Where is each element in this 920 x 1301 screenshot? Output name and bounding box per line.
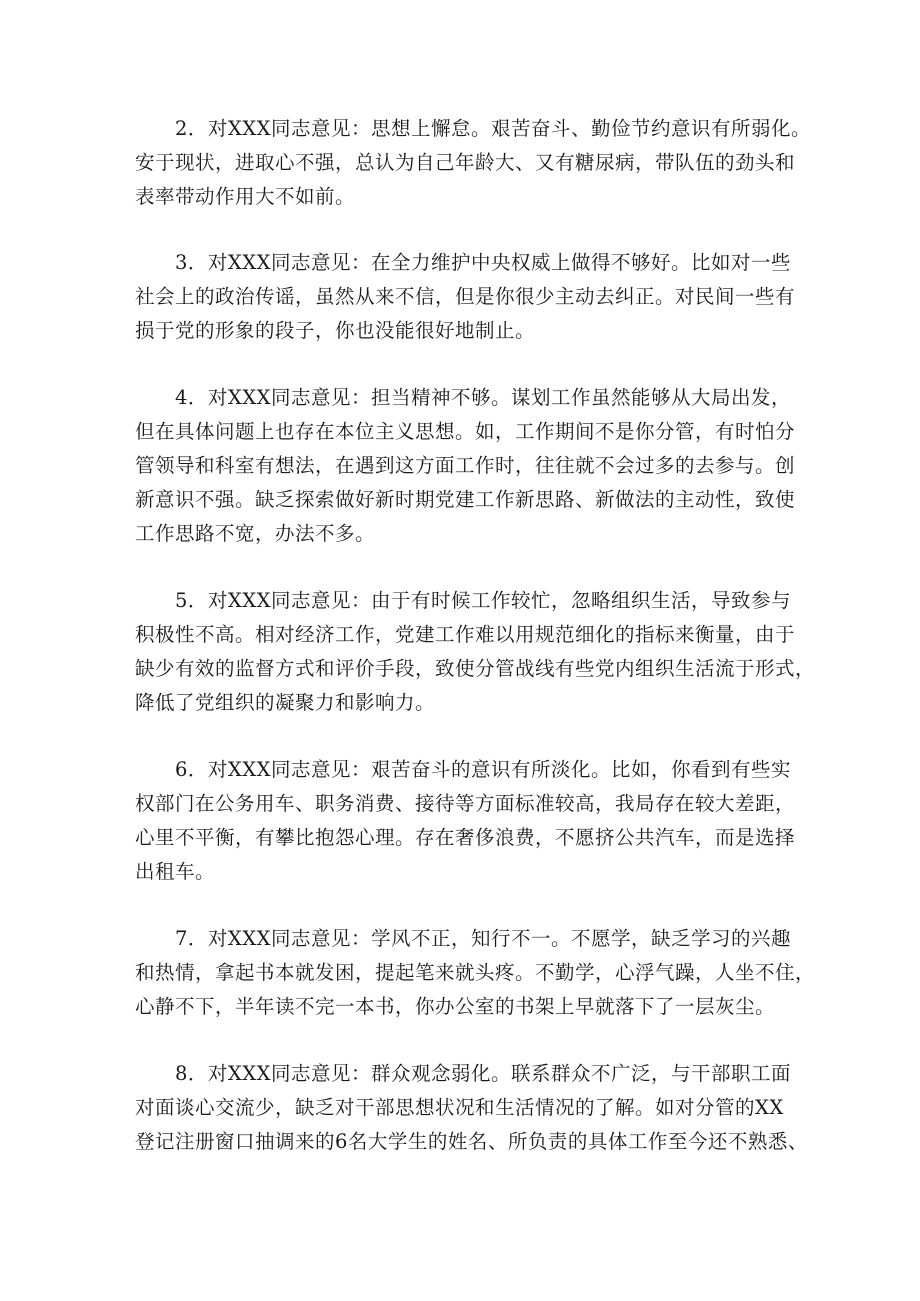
paragraph-line: 降低了党组织的凝聚力和影响力。	[135, 691, 436, 714]
paragraph-line: 登记注册窗口抽调来的6名大学生的姓名、所负责的具体工作至今还不熟悉、	[135, 1130, 808, 1153]
opinion-paragraph-3	[135, 246, 795, 348]
opinion-paragraph-5	[135, 584, 816, 720]
paragraph-line: 2．对XXX同志意见：思想上懈怠。艰苦奋斗、勤俭节约意识有所弱化。	[175, 117, 812, 140]
opinion-paragraph-7	[135, 922, 816, 1024]
paragraph-line: 4．对XXX同志意见：担当精神不够。谋划工作虽然能够从大局出发，	[175, 386, 792, 409]
paragraph-line: 安于现状，进取心不强，总认为自己年龄大、又有糖尿病，带队伍的劲头和	[135, 151, 796, 174]
paragraph-line: 心里不平衡，有攀比抱怨心理。存在奢侈浪费，不愿挤公共汽车，而是选择	[135, 826, 796, 849]
paragraph-line: 和热情，拿起书本就发困，提起笔来就头疼。不勤学，心浮气躁，人坐不住，	[135, 961, 816, 984]
paragraph-line: 心静不下，半年读不完一本书，你办公室的书架上早就落下了一层灰尘。	[135, 995, 776, 1018]
paragraph-line: 积极性不高。相对经济工作，党建工作难以用规范细化的指标来衡量，由于	[135, 623, 796, 646]
paragraph-line: 对面谈心交流少，缺乏对干部思想状况和生活情况的了解。如对分管的XX	[135, 1096, 784, 1119]
paragraph-line: 8．对XXX同志意见：群众观念弱化。联系群众不广泛，与干部职工面	[175, 1062, 792, 1085]
opinion-paragraph-2	[135, 112, 812, 214]
paragraph-line: 缺少有效的监督方式和评价手段，致使分管战线有些党内组织生活流于形式，	[135, 657, 816, 680]
paragraph-line: 6．对XXX同志意见：艰苦奋斗的意识有所淡化。比如，你看到有些实	[175, 758, 792, 781]
paragraph-line: 工作思路不宽，办法不多。	[135, 522, 376, 545]
paragraph-line: 损于党的形象的段子，你也没能很好地制止。	[135, 319, 536, 342]
paragraph-line: 但在具体问题上也存在本位主义思想。如，工作期间不是你分管，有时怕分	[135, 420, 796, 443]
opinion-paragraph-8	[135, 1057, 808, 1159]
paragraph-line: 3．对XXX同志意见：在全力维护中央权威上做得不够好。比如对一些	[175, 251, 792, 274]
opinion-paragraph-6	[135, 753, 795, 889]
paragraph-line: 7．对XXX同志意见：学风不正，知行不一。不愿学，缺乏学习的兴趣	[175, 927, 792, 950]
paragraph-line: 权部门在公务用车、职务消费、接待等方面标准较高，我局存在较大差距，	[135, 792, 796, 815]
paragraph-line: 新意识不强。缺乏探索做好新时期党建工作新思路、新做法的主动性，致使	[135, 488, 796, 511]
paragraph-line: 管领导和科室有想法，在遇到这方面工作时，往往就不会过多的去参与。创	[135, 454, 796, 477]
paragraph-line: 出租车。	[135, 860, 216, 883]
paragraph-line: 5．对XXX同志意见：由于有时候工作较忙，忽略组织生活，导致参与	[175, 589, 792, 612]
paragraph-line: 表率带动作用大不如前。	[135, 185, 356, 208]
opinion-paragraph-4	[135, 381, 795, 551]
paragraph-line: 社会上的政治传谣，虽然从来不信，但是你很少主动去纠正。对民间一些有	[135, 285, 796, 308]
